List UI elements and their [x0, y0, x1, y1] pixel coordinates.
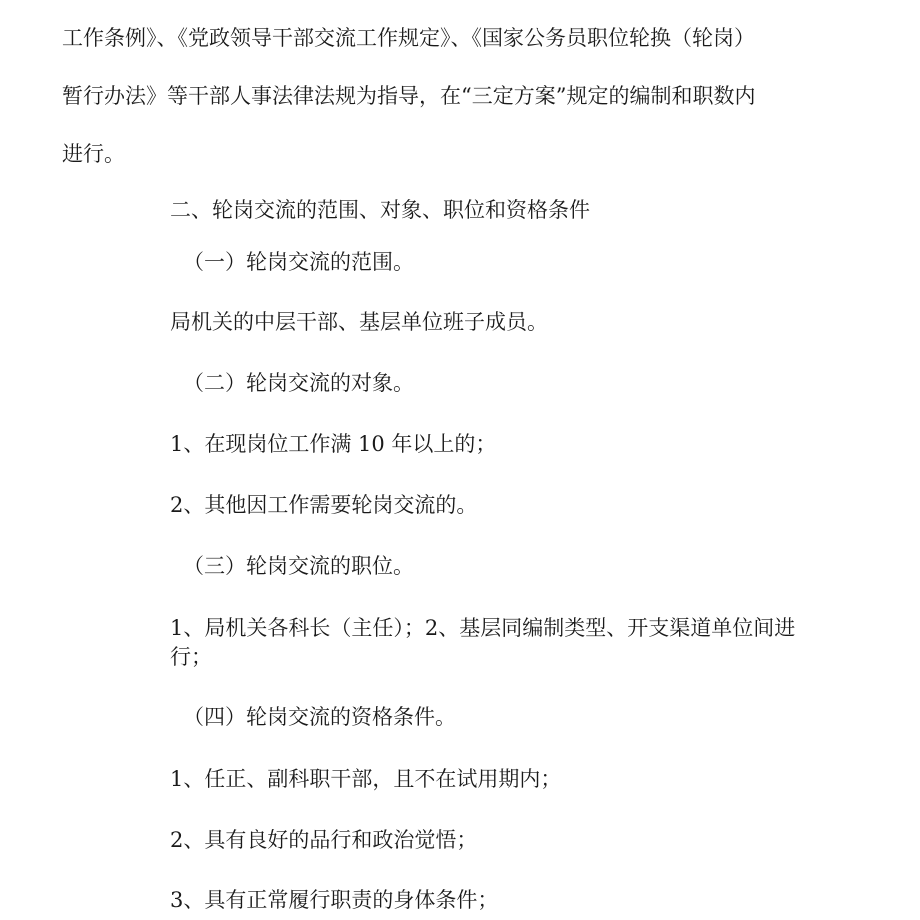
qualifications-item-3: 3、具有正常履行职责的身体条件；: [170, 888, 499, 912]
scope-text: 局机关的中层干部、基层单位班子成员。: [170, 310, 548, 334]
scope-title: （一）轮岗交流的范围。: [183, 250, 414, 274]
intro-line-2: 暂行办法》等干部人事法律法规为指导，在“三定方案”规定的编制和职数内: [62, 84, 756, 108]
objects-title: （二）轮岗交流的对象。: [183, 371, 414, 395]
qualifications-item-1: 1、任正、副科职干部，且不在试用期内；: [170, 767, 562, 791]
objects-item-1: 1、在现岗位工作满 10 年以上的；: [170, 432, 497, 456]
intro-line-1: 工作条例》、《党政领导干部交流工作规定》、《国家公务员职位轮换（轮岗）: [62, 26, 755, 50]
positions-title: （三）轮岗交流的职位。: [183, 554, 414, 578]
qualifications-item-2: 2、具有良好的品行和政治觉悟；: [170, 828, 478, 852]
section-heading: 二、轮岗交流的范围、对象、职位和资格条件: [170, 198, 590, 222]
positions-text: 1、局机关各科长（主任）；2、基层同编制类型、开支渠道单位间进行；: [170, 616, 796, 669]
qualifications-title: （四）轮岗交流的资格条件。: [183, 705, 456, 729]
intro-line-3: 进行。: [62, 142, 125, 166]
objects-item-2: 2、其他因工作需要轮岗交流的。: [170, 493, 478, 517]
